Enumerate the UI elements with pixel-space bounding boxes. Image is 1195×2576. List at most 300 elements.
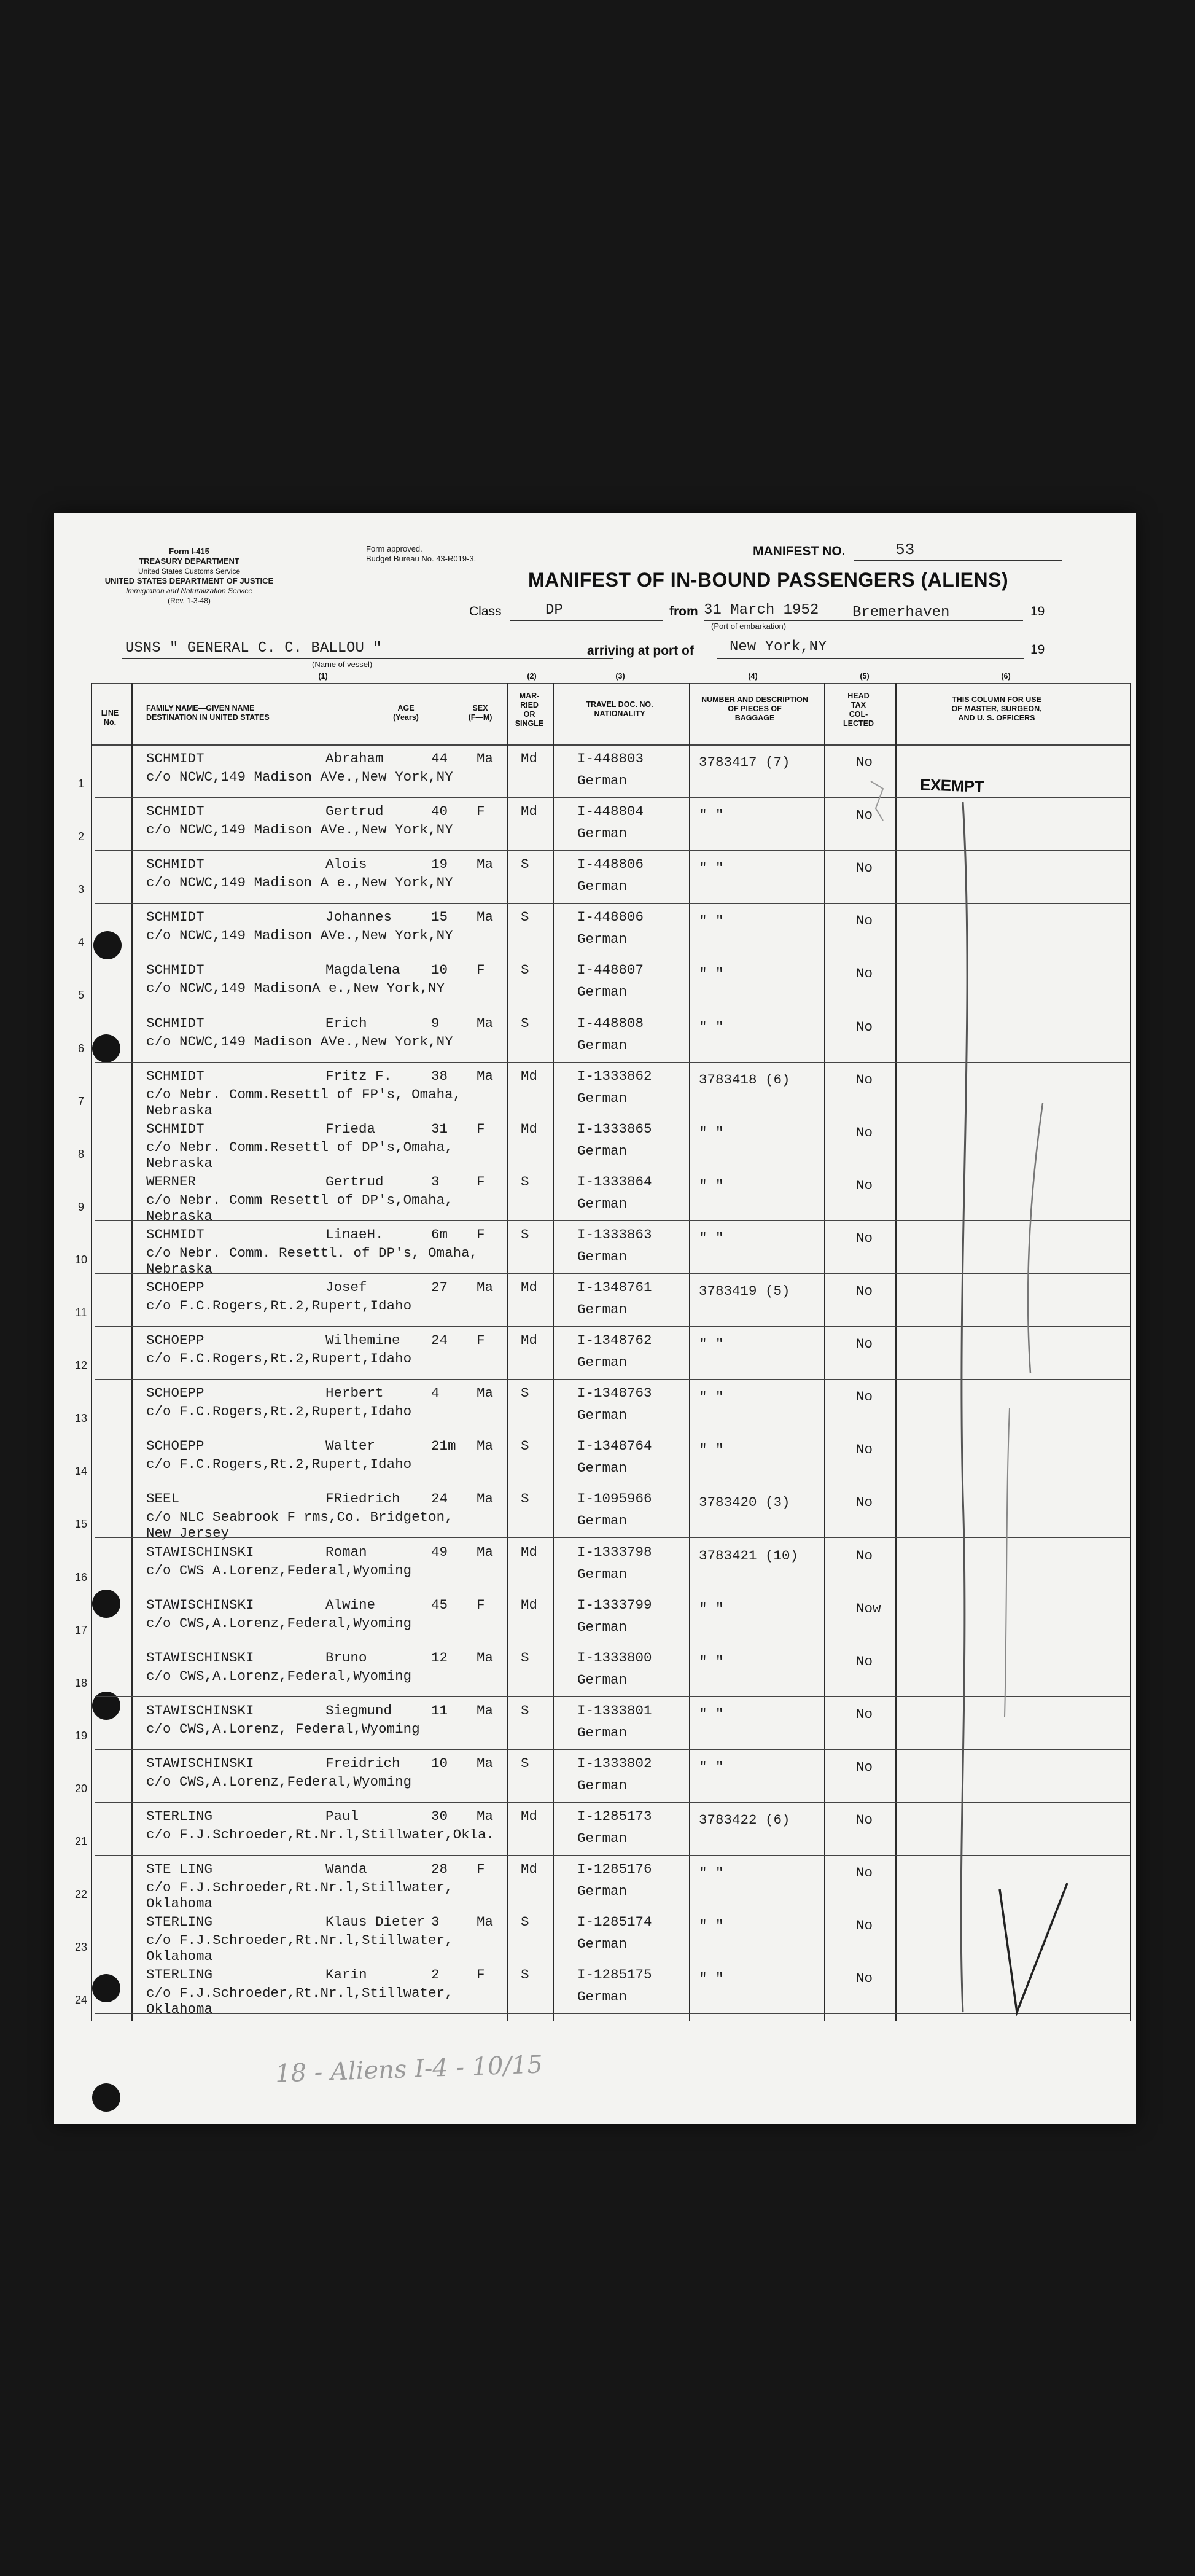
given-name: FRiedrich [325, 1491, 400, 1507]
col-num-3: (3) [615, 672, 625, 681]
manifest-no-value: 53 [895, 541, 915, 559]
age: 10 [431, 962, 448, 978]
family-name: SEEL [146, 1491, 180, 1507]
travel-doc-no: I-1333801 [577, 1702, 652, 1719]
marital-status: S [521, 1385, 529, 1402]
col-head-officers: THIS COLUMN FOR USE OF MASTER, SURGEON, AND U. S. OFFICERS [951, 695, 1042, 722]
travel-doc-no: I-448804 [577, 803, 644, 820]
destination-line1: c/o F.C.Rogers,Rt.2,Rupert,Idaho [146, 1456, 412, 1473]
line-number: 20 [74, 1782, 88, 1795]
age: 2 [431, 1967, 440, 1983]
given-name: Fritz F. [325, 1067, 392, 1084]
baggage: " " [699, 1758, 724, 1775]
age: 38 [431, 1067, 448, 1084]
col-head-line-no: LINE No. [101, 709, 119, 727]
travel-doc-no: I-1333798 [577, 1544, 652, 1560]
travel-doc-no: I-1333799 [577, 1596, 652, 1613]
baggage: 3783422 (6) [699, 1812, 790, 1828]
marital-status: S [521, 1491, 529, 1507]
from-label: from [669, 604, 698, 619]
marital-status: Md [521, 1596, 538, 1613]
destination-line1: c/o NLC Seabrook F rms,Co. Bridgeton, [146, 1509, 453, 1526]
sex: Ma [477, 751, 494, 767]
rev-date: (Rev. 1-3-48) [168, 596, 211, 605]
age: 24 [431, 1491, 448, 1507]
family-name: STERLING [146, 1808, 213, 1824]
baggage: " " [699, 1177, 724, 1193]
justice-dept: UNITED STATES DEPARTMENT OF JUSTICE [104, 576, 274, 585]
nationality: German [577, 1989, 628, 2005]
budget-bureau: Budget Bureau No. 43-R019-3. [366, 554, 477, 563]
head-tax: No [856, 1494, 873, 1511]
travel-doc-no: I-1285174 [577, 1914, 652, 1930]
vessel-sub: (Name of vessel) [312, 660, 373, 669]
nationality: German [577, 1460, 628, 1477]
col-num-2: (2) [527, 672, 537, 681]
given-name: Walter [325, 1438, 376, 1454]
marital-status: Md [521, 1067, 538, 1084]
line-number: 23 [74, 1941, 88, 1954]
destination-line2: Nebraska [146, 1102, 213, 1118]
given-name: Magdalena [325, 962, 400, 978]
line-number: 10 [74, 1253, 88, 1266]
given-name: Karin [325, 1967, 367, 1983]
age: 3 [431, 1914, 440, 1930]
given-name: Klaus Dieter [325, 1914, 426, 1930]
head-tax: No [856, 1970, 873, 1987]
line-number: 1 [77, 778, 84, 790]
travel-doc-no: I-1348761 [577, 1279, 652, 1295]
travel-doc-no: I-448806 [577, 856, 644, 873]
age: 45 [431, 1596, 448, 1613]
family-name: SCHOEPP [146, 1438, 204, 1454]
marital-status: S [521, 962, 529, 978]
nationality: German [577, 1302, 628, 1317]
given-name: Frieda [325, 1120, 376, 1137]
destination-line1: c/o F.J.Schroeder,Rt.Nr.l,Stillwater, [146, 1932, 453, 1949]
destination-line1: c/o NCWC,149 MadisonA e.,New York,NY [146, 980, 445, 997]
nationality: German [577, 1248, 628, 1265]
destination-line1: c/o CWS,A.Lorenz,Federal,Wyoming [146, 1773, 412, 1790]
col-head-travel: TRAVEL DOC. NO. NATIONALITY [586, 700, 653, 718]
given-name: Freidrich [325, 1755, 400, 1771]
travel-doc-no: I-1095966 [577, 1491, 652, 1507]
marital-status: Md [521, 803, 538, 820]
family-name: SCHMIDT [146, 751, 204, 767]
marital-status: S [521, 1438, 529, 1454]
sex: F [477, 1596, 485, 1613]
travel-doc-no: I-448807 [577, 962, 644, 978]
line-number: 11 [75, 1306, 87, 1319]
form-number: Form I-415 [169, 547, 209, 556]
line-number: 9 [77, 1200, 84, 1213]
nationality: German [577, 1142, 628, 1159]
col-head-age: AGE (Years) [393, 704, 419, 722]
pencil-stroke [871, 781, 883, 821]
given-name: Alois [325, 856, 367, 873]
line-number: 13 [74, 1412, 88, 1425]
given-name: Johannes [325, 909, 392, 926]
nationality: German [577, 1195, 628, 1212]
line-number: 6 [77, 1042, 84, 1055]
given-name: Herbert [325, 1385, 384, 1402]
sex: Ma [477, 1015, 494, 1031]
marital-status: S [521, 1967, 529, 1983]
sex: Ma [477, 1279, 494, 1295]
family-name: STAWISCHINSKI [146, 1649, 254, 1666]
sex: F [477, 1332, 485, 1349]
age: 28 [431, 1861, 448, 1878]
sex: F [477, 1861, 485, 1878]
sex: F [477, 803, 485, 820]
destination-line2: Nebraska [146, 1260, 213, 1277]
arriving-port: New York,NY [730, 639, 827, 655]
baggage: " " [699, 1706, 724, 1722]
class-label: Class [469, 604, 502, 619]
sex: Ma [477, 1385, 494, 1402]
family-name: STE LING [146, 1861, 213, 1878]
family-name: SCHMIDT [146, 803, 204, 820]
col-head-tax: HEAD TAX COL- LECTED [843, 692, 874, 728]
sex: F [477, 1967, 485, 1983]
age: 9 [431, 1015, 440, 1031]
line-number: 19 [74, 1729, 88, 1742]
head-tax: No [856, 1442, 873, 1458]
head-tax: No [856, 966, 873, 982]
line-number: 17 [74, 1623, 88, 1636]
sex: F [477, 1120, 485, 1137]
travel-doc-no: I-1348763 [577, 1385, 652, 1402]
baggage: " " [699, 1124, 724, 1141]
age: 11 [431, 1702, 448, 1719]
ins-service: Immigration and Naturalization Service [125, 587, 253, 595]
nationality: German [577, 1883, 628, 1900]
pencil-marks [54, 513, 1136, 2124]
exempt-stamp: EXEMPT [919, 775, 984, 796]
travel-doc-no: I-1285173 [577, 1808, 652, 1824]
given-name: Gertrud [325, 803, 384, 820]
embark-date: 31 March 1952 [704, 602, 819, 619]
marital-status: S [521, 1173, 529, 1190]
head-tax: No [856, 807, 873, 824]
col-head-married: MAR- RIED OR SINGLE [515, 692, 544, 728]
age: 12 [431, 1649, 448, 1666]
travel-doc-no: I-1333865 [577, 1120, 652, 1137]
col-num-4: (4) [748, 672, 758, 681]
age: 40 [431, 803, 448, 820]
destination-line1: c/o CWS,A.Lorenz,Federal,Wyoming [146, 1668, 412, 1684]
destination-line1: c/o CWS A.Lorenz,Federal,Wyoming [146, 1562, 412, 1579]
destination-line1: c/o F.J.Schroeder,Rt.Nr.l,Stillwater,Okla. [146, 1827, 495, 1843]
given-name: Abraham [325, 751, 384, 767]
marital-status: Md [521, 1279, 538, 1295]
nationality: German [577, 1566, 628, 1582]
head-tax: No [856, 1018, 873, 1035]
col-num-6: (6) [1001, 672, 1011, 681]
head-tax: No [856, 754, 873, 770]
head-tax: No [856, 1812, 873, 1828]
baggage: 3783421 (10) [699, 1547, 799, 1564]
destination-line2: Nebraska [146, 1155, 213, 1171]
given-name: Wilhemine [325, 1332, 400, 1349]
head-tax: No [856, 1071, 873, 1088]
head-tax: No [856, 1706, 873, 1722]
family-name: STAWISCHINSKI [146, 1702, 254, 1719]
given-name: LinaeH. [325, 1226, 384, 1243]
family-name: SCHMIDT [146, 1015, 204, 1031]
family-name: STAWISCHINSKI [146, 1596, 254, 1613]
class-value: DP [545, 602, 563, 619]
travel-doc-no: I-448806 [577, 909, 644, 926]
baggage: 3783420 (3) [699, 1494, 790, 1511]
nationality: German [577, 1830, 628, 1846]
given-name: Bruno [325, 1649, 367, 1666]
embark-port: Bremerhaven [852, 604, 950, 621]
family-name: SCHMIDT [146, 962, 204, 978]
sex: Ma [477, 909, 494, 926]
destination-line1: c/o F.J.Schroeder,Rt.Nr.l,Stillwater, [146, 1985, 453, 2002]
destination-line1: c/o NCWC,149 Madison AVe.,New York,NY [146, 822, 453, 838]
line-number: 16 [74, 1571, 88, 1583]
year-suffix-2: 19 [1030, 642, 1045, 657]
travel-doc-no: I-1333800 [577, 1649, 652, 1666]
head-tax: No [856, 1283, 873, 1299]
marital-status: S [521, 1226, 529, 1243]
travel-doc-no: I-1348762 [577, 1332, 652, 1349]
given-name: Erich [325, 1015, 367, 1031]
destination-line1: c/o NCWC,149 Madison AVe.,New York,NY [146, 927, 453, 944]
footer-pencil-note: 18 - Aliens I-4 - 10/15 [274, 2050, 543, 2088]
line-number: 22 [74, 1888, 88, 1901]
destination-line1: c/o Nebr. Comm.Resettl of DP's,Omaha, [146, 1139, 453, 1155]
given-name: Alwine [325, 1596, 376, 1613]
given-name: Gertrud [325, 1173, 384, 1190]
line-number: 15 [74, 1518, 88, 1531]
age: 24 [431, 1332, 448, 1349]
age: 21m [431, 1438, 456, 1454]
family-name: WERNER [146, 1173, 197, 1190]
sex: F [477, 962, 485, 978]
sex: Ma [477, 1649, 494, 1666]
embark-sub: (Port of embarkation) [711, 622, 787, 631]
baggage: " " [699, 1918, 724, 1934]
destination-line1: c/o NCWC,149 Madison AVe.,New York,NY [146, 1033, 453, 1050]
col-head-name: FAMILY NAME—GIVEN NAME DESTINATION IN UNITED STATES [146, 704, 270, 722]
nationality: German [577, 931, 628, 948]
sex: F [477, 1226, 485, 1243]
baggage: " " [699, 1442, 724, 1458]
col-num-5: (5) [860, 672, 870, 681]
head-tax: No [856, 1230, 873, 1246]
sex: Ma [477, 1438, 494, 1454]
head-tax: No [856, 1177, 873, 1193]
given-name: Josef [325, 1279, 367, 1295]
line-number: 21 [74, 1835, 88, 1848]
age: 49 [431, 1544, 448, 1560]
line-number: 2 [77, 830, 84, 843]
marital-status: Md [521, 751, 538, 767]
baggage: " " [699, 1336, 724, 1352]
line-number: 4 [77, 936, 84, 949]
col-head-sex: SEX (F—M) [468, 704, 492, 722]
baggage: " " [699, 1230, 724, 1246]
line-number: 12 [74, 1359, 88, 1372]
destination-line2: New Jersey [146, 1525, 230, 1542]
destination-line2: Nebraska [146, 1208, 213, 1224]
travel-doc-no: I-448808 [577, 1015, 644, 1031]
marital-status: S [521, 1649, 529, 1666]
family-name: STERLING [146, 1967, 213, 1983]
year-suffix-1: 19 [1030, 604, 1045, 619]
destination-line2: Oklahoma [146, 1895, 213, 1912]
travel-doc-no: I-1333863 [577, 1226, 652, 1243]
given-name: Paul [325, 1808, 359, 1824]
marital-status: S [521, 909, 529, 926]
baggage: " " [699, 807, 724, 824]
marital-status: S [521, 1914, 529, 1930]
family-name: STAWISCHINSKI [146, 1755, 254, 1771]
baggage: " " [699, 966, 724, 982]
age: 30 [431, 1808, 448, 1824]
head-tax: No [856, 1653, 873, 1669]
marital-status: Md [521, 1808, 538, 1824]
col-head-baggage: NUMBER AND DESCRIPTION OF PIECES OF BAGGAGE [701, 695, 808, 722]
nationality: German [577, 1037, 628, 1053]
age: 4 [431, 1385, 440, 1402]
line-number: 7 [77, 1095, 84, 1107]
page-title: MANIFEST OF IN-BOUND PASSENGERS (ALIENS) [528, 569, 1009, 591]
baggage: " " [699, 1653, 724, 1669]
travel-doc-no: I-1348764 [577, 1438, 652, 1454]
family-name: SCHOEPP [146, 1279, 204, 1295]
customs-service: United States Customs Service [138, 567, 241, 576]
baggage: " " [699, 860, 724, 876]
travel-doc-no: I-1285175 [577, 1967, 652, 1983]
destination-line1: c/o Nebr. Comm.Resettl of FP's, Omaha, [146, 1086, 462, 1103]
nationality: German [577, 1724, 628, 1741]
baggage: " " [699, 1865, 724, 1881]
sex: Ma [477, 1755, 494, 1771]
nationality: German [577, 1513, 628, 1529]
nationality: German [577, 1936, 628, 1953]
age: 10 [431, 1755, 448, 1771]
sex: Ma [477, 1544, 494, 1560]
baggage: " " [699, 1018, 724, 1035]
head-tax: No [856, 1865, 873, 1881]
head-tax: Now [856, 1600, 881, 1617]
destination-line1: c/o F.C.Rogers,Rt.2,Rupert,Idaho [146, 1403, 412, 1420]
family-name: SCHOEPP [146, 1385, 204, 1402]
marital-status: S [521, 1755, 529, 1771]
travel-doc-no: I-1285176 [577, 1861, 652, 1878]
marital-status: Md [521, 1544, 538, 1560]
nationality: German [577, 1407, 628, 1424]
line-number: 18 [74, 1676, 88, 1689]
line-number: 8 [77, 1147, 84, 1160]
nationality: German [577, 1090, 628, 1106]
sex: Ma [477, 1914, 494, 1930]
nationality: German [577, 1777, 628, 1793]
head-tax: No [856, 1758, 873, 1775]
travel-doc-no: I-448803 [577, 751, 644, 767]
line-number: 5 [77, 989, 84, 1002]
head-tax: No [856, 913, 873, 929]
manifest-sheet [54, 513, 1136, 2124]
sex: Ma [477, 1808, 494, 1824]
family-name: SCHMIDT [146, 909, 204, 926]
baggage: " " [699, 1970, 724, 1987]
sex: Ma [477, 1491, 494, 1507]
head-tax: No [856, 860, 873, 876]
marital-status: Md [521, 1861, 538, 1878]
baggage: " " [699, 913, 724, 929]
family-name: SCHMIDT [146, 1120, 204, 1137]
line-number: 3 [77, 883, 84, 896]
head-tax: No [856, 1124, 873, 1141]
travel-doc-no: I-1333864 [577, 1173, 652, 1190]
age: 44 [431, 751, 448, 767]
given-name: Siegmund [325, 1702, 392, 1719]
treasury-dept: TREASURY DEPARTMENT [139, 556, 239, 566]
age: 3 [431, 1173, 440, 1190]
pencil-stroke [1028, 1103, 1043, 1373]
nationality: German [577, 878, 628, 895]
travel-doc-no: I-1333862 [577, 1067, 652, 1084]
family-name: SCHMIDT [146, 1067, 204, 1084]
destination-line1: c/o F.C.Rogers,Rt.2,Rupert,Idaho [146, 1351, 412, 1367]
nationality: German [577, 1354, 628, 1371]
marital-status: S [521, 1015, 529, 1031]
marital-status: S [521, 1702, 529, 1719]
line-number: 24 [74, 1994, 88, 2007]
destination-line1: c/o NCWC,149 Madison AVe.,New York,NY [146, 769, 453, 785]
pencil-stroke [961, 802, 967, 2012]
age: 19 [431, 856, 448, 873]
age: 15 [431, 909, 448, 926]
family-name: SCHOEPP [146, 1332, 204, 1349]
family-name: SCHMIDT [146, 856, 204, 873]
baggage: 3783418 (6) [699, 1071, 790, 1088]
sex: Ma [477, 1702, 494, 1719]
destination-line1: c/o F.C.Rogers,Rt.2,Rupert,Idaho [146, 1298, 412, 1314]
destination-line1: c/o F.J.Schroeder,Rt.Nr.l,Stillwater, [146, 1879, 453, 1896]
age: 27 [431, 1279, 448, 1295]
sex: Ma [477, 856, 494, 873]
destination-line1: c/o CWS,A.Lorenz,Federal,Wyoming [146, 1615, 412, 1631]
pencil-stroke [1000, 1883, 1067, 2012]
marital-status: S [521, 856, 529, 873]
head-tax: No [856, 1336, 873, 1352]
marital-status: Md [521, 1332, 538, 1349]
family-name: SCHMIDT [146, 1226, 204, 1243]
family-name: STAWISCHINSKI [146, 1544, 254, 1560]
nationality: German [577, 773, 628, 789]
form-approved: Form approved. [366, 544, 422, 553]
baggage: " " [699, 1389, 724, 1405]
head-tax: No [856, 1918, 873, 1934]
manifest-no-label: MANIFEST NO. [753, 544, 846, 558]
nationality: German [577, 1618, 628, 1635]
baggage: 3783417 (7) [699, 754, 790, 770]
nationality: German [577, 1671, 628, 1688]
baggage: " " [699, 1600, 724, 1617]
destination-line1: c/o NCWC,149 Madison A e.,New York,NY [146, 875, 453, 891]
marital-status: Md [521, 1120, 538, 1137]
pencil-stroke [1005, 1408, 1010, 1717]
destination-line1: c/o Nebr. Comm Resettl of DP's,Omaha, [146, 1192, 453, 1208]
head-tax: No [856, 1389, 873, 1405]
sex: F [477, 1173, 485, 1190]
